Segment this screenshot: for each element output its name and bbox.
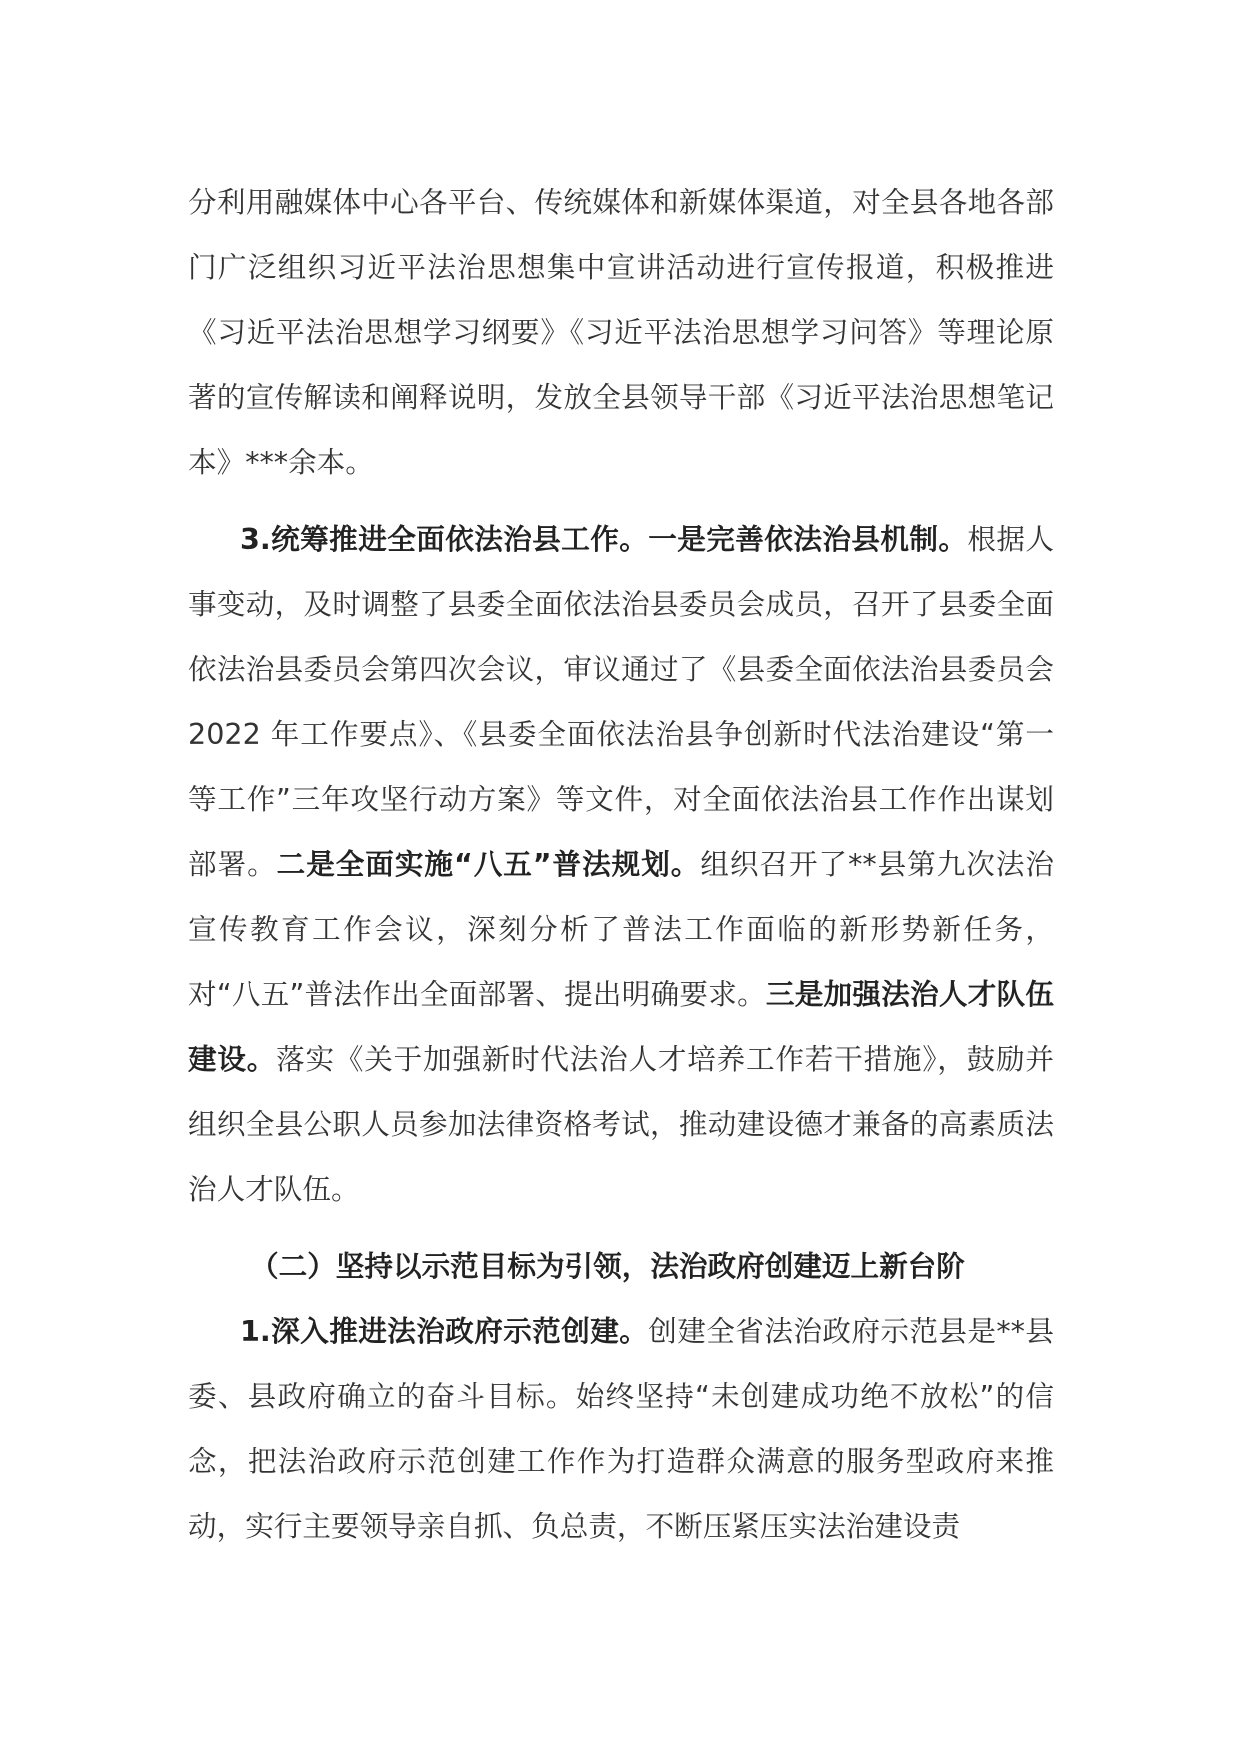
subpoint-2-text: 组织召开了**县第九次法治宣传教育工作会议，深刻分析了普法工作面临的新形势新任务，对“八五”普法作出全面部署、提出明确要求。	[188, 847, 1054, 1011]
section-heading: （二）坚持以示范目标为引领，法治政府创建迈上新台阶	[250, 1249, 965, 1283]
subpoint-3-text: 落实《关于加强新时代法治人才培养工作若干措施》，鼓励并组织全县公职人员参加法律资格考试，推动建设德才兼备的高素质法治人才队伍。	[188, 1042, 1054, 1206]
subpoint-1-text: 根据人事变动，及时调整了县委全面依法治县委员会成员，召开了县委全面依法治县委员会第四次会议，审议通过了《县委全面依法治县委员会 2022 年工作要点》、《县委全面依法治县争创新时代法治建设“第一等工作”三年攻坚行动方案》等文件，对全面依法治县工作作出谋划部署。	[188, 522, 1054, 881]
item-heading: 3.统筹推进全面依法治县工作。	[240, 522, 649, 556]
subpoint-1-title: 一是完善依法治县机制。	[648, 522, 968, 556]
paragraph-rule-of-law-county	[188, 507, 1054, 1222]
subpoint-3-title: 三是加强法治人才队伍建设。	[188, 977, 1054, 1076]
paragraph-demonstration	[188, 1299, 1054, 1559]
document-body	[188, 170, 1054, 1559]
paragraph-continuation: 分利用融媒体中心各平台、传统媒体和新媒体渠道，对全县各地各部门广泛组织习近平法治思想集中宣讲活动进行宣传报道，积极推进《习近平法治思想学习纲要》《习近平法治思想学习问答》等理论原著的宣传解读和阐释说明，发放全县领导干部《习近平法治思想笔记本》***余本。	[188, 185, 1054, 479]
subpoint-2-title: 二是全面实施“八五”普法规划。	[276, 847, 701, 881]
paragraph-text: 创建全省法治政府示范县是**县委、县政府确立的奋斗目标。始终坚持“未创建成功绝不放松”的信念，把法治政府示范创建工作作为打造群众满意的服务型政府来推动，实行主要领导亲自抓、负总责，不断压紧压实法治建设责	[188, 1314, 1054, 1543]
item-heading: 1.深入推进法治政府示范创建。	[240, 1314, 649, 1348]
